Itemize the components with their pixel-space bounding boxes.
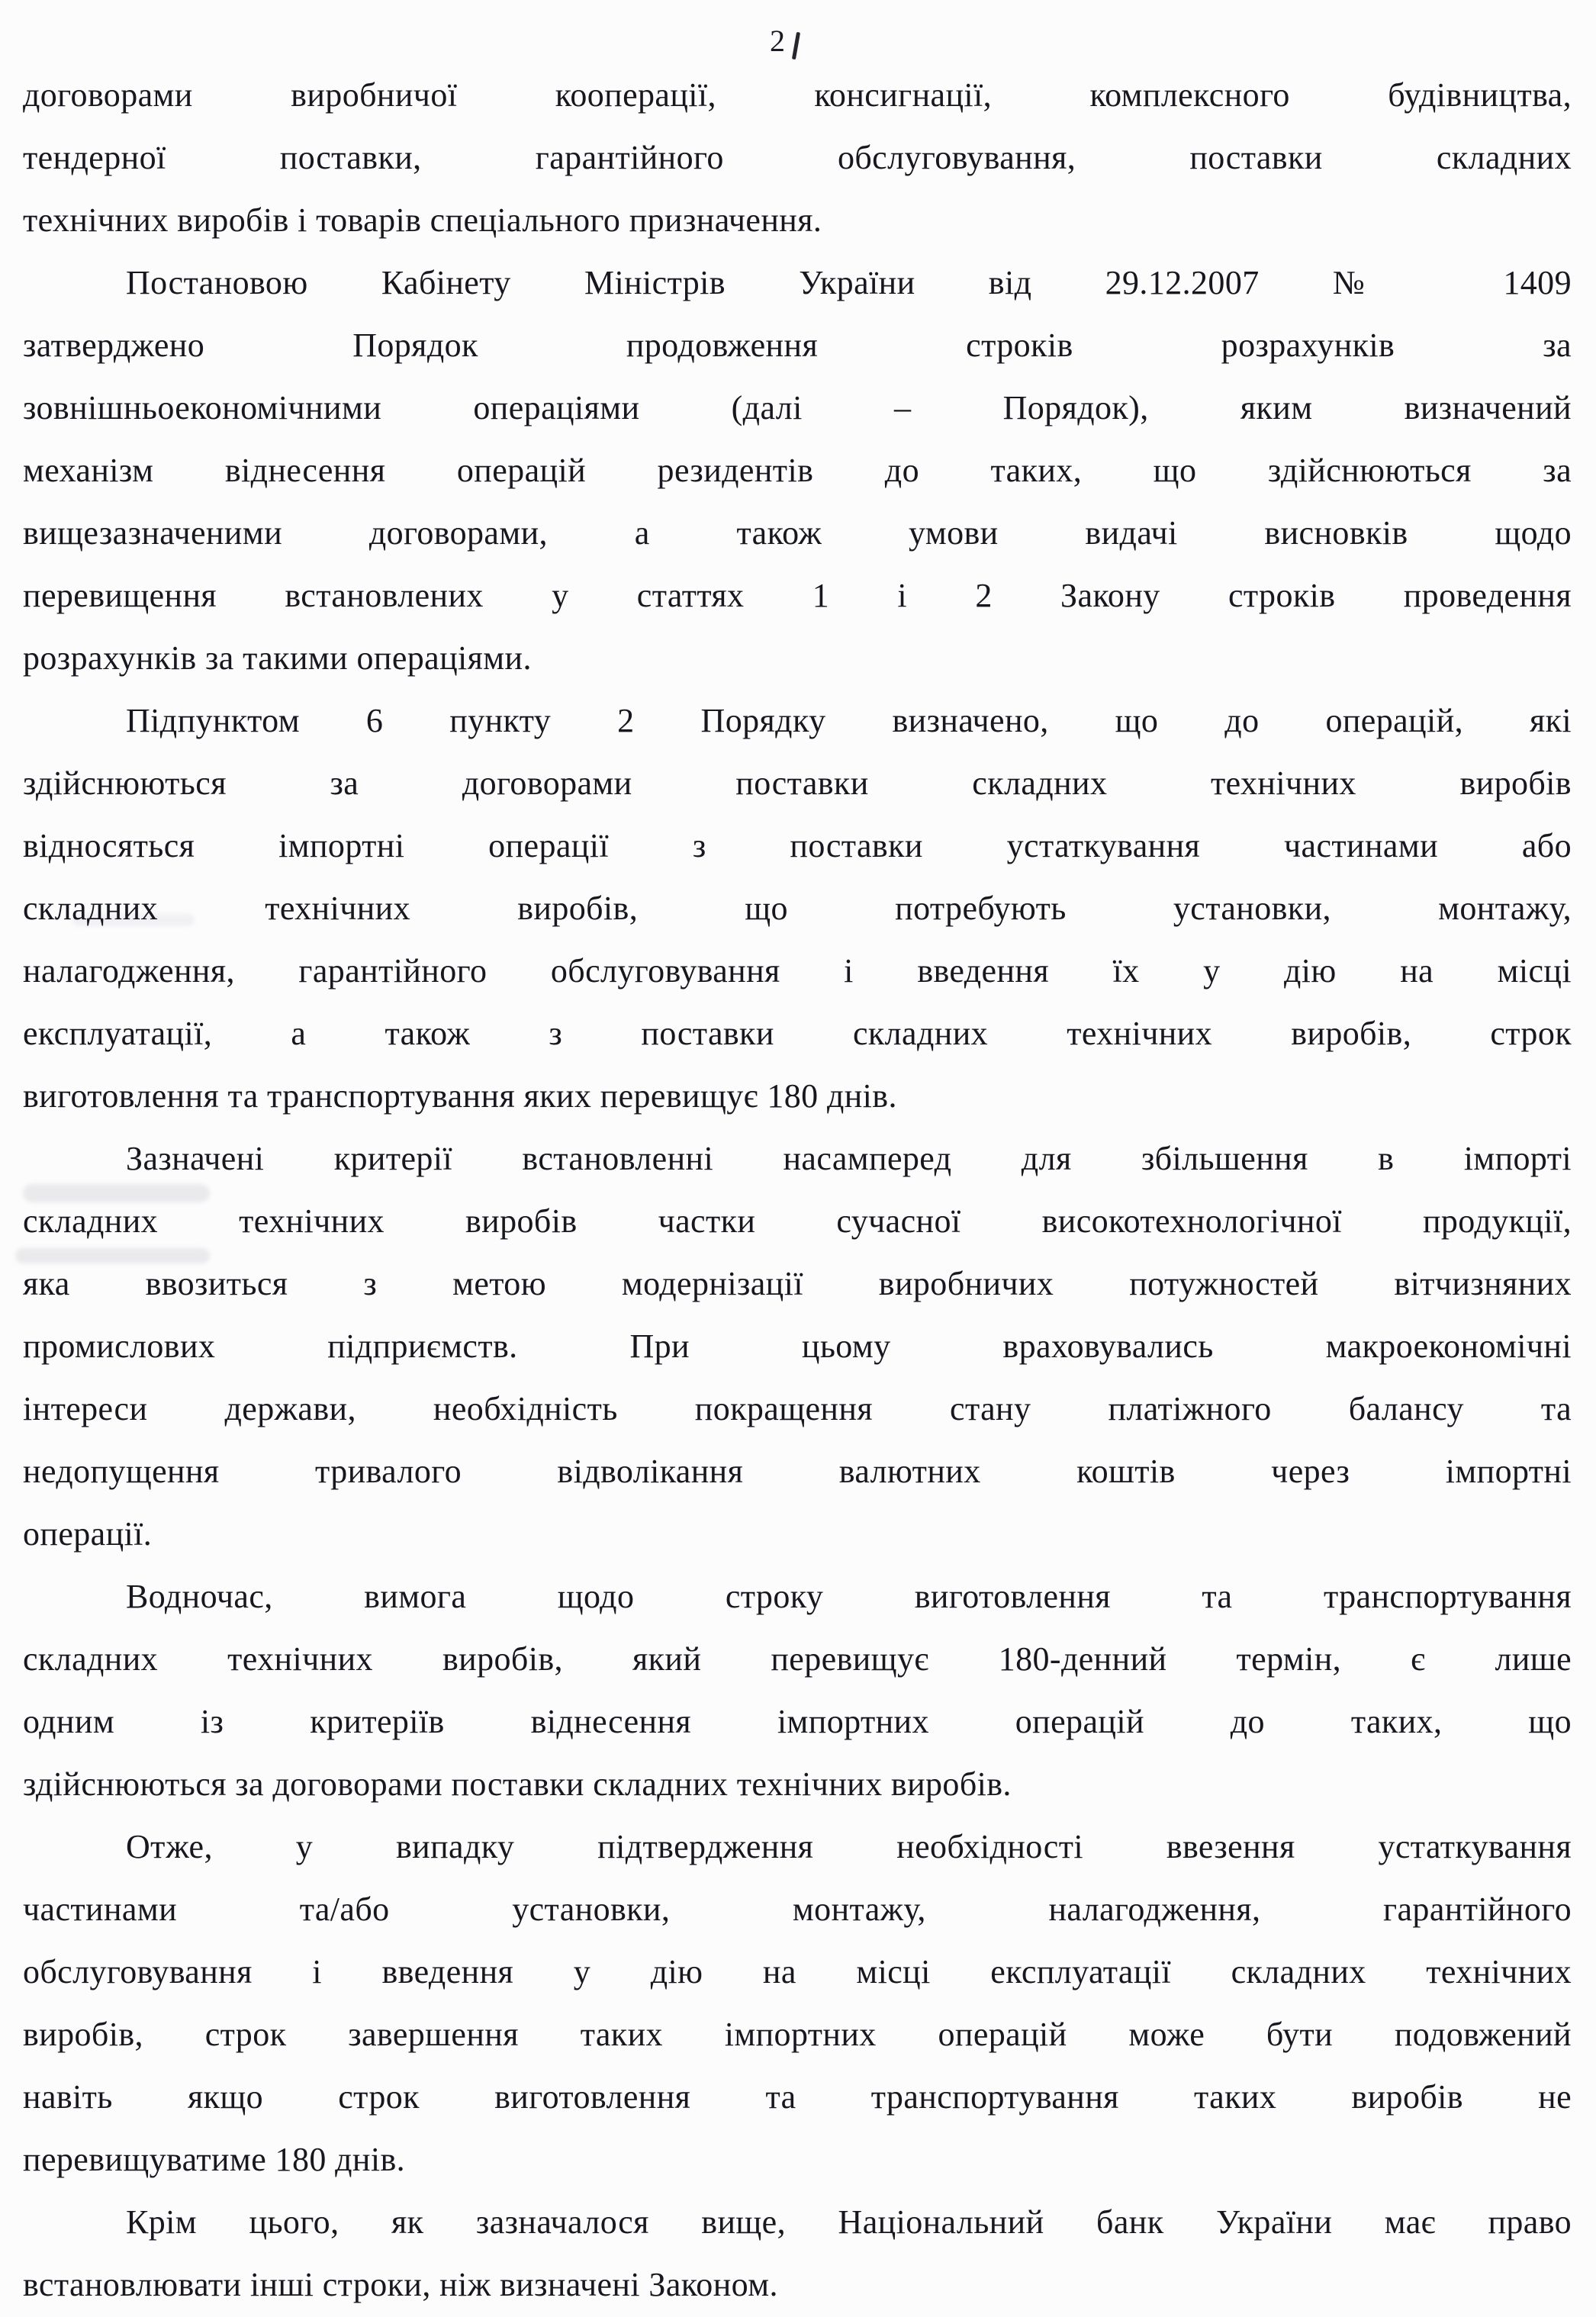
- paragraph-4: [23, 1128, 1572, 1566]
- document-body: [23, 64, 1572, 2316]
- text-line: інтереси держави, необхідність покращення стану платіжного балансу та: [23, 1390, 1572, 1427]
- text-line: виробів, строк завершення таких імпортних операцій може бути подовжений: [23, 2016, 1572, 2053]
- page-number: 2: [770, 24, 785, 58]
- text-line: яка ввозиться з метою модернізації виробничих потужностей вітчизняних: [23, 1265, 1572, 1302]
- paragraph-7: [23, 2191, 1572, 2316]
- text-line: одним із критеріїв віднесення імпортних операцій до таких, що: [23, 1703, 1572, 1740]
- text-line: перевищуватиме 180 днів.: [23, 2141, 406, 2178]
- text-line: недопущення тривалого відволікання валютних коштів через імпортні: [23, 1453, 1572, 1490]
- text-line: Підпунктом 6 пункту 2 Порядку визначено, що до операцій, які: [126, 702, 1572, 739]
- text-line: експлуатації, а також з поставки складних технічних виробів, строк: [23, 1015, 1572, 1052]
- text-line: складних технічних виробів, що потребують установки, монтажу,: [23, 890, 1572, 927]
- paragraph-5: [23, 1566, 1572, 1816]
- text-line: Постановою Кабінету Міністрів України від 29.12.2007 № 1409: [126, 264, 1572, 301]
- text-line: операції.: [23, 1515, 153, 1553]
- text-line: здійснюються за договорами поставки складних технічних виробів: [23, 764, 1572, 802]
- text-line: обслуговування і введення у дію на місці експлуатації складних технічних: [23, 1953, 1572, 1990]
- text-line: договорами виробничої кооперації, консигнації, комплексного будівництва,: [23, 76, 1572, 114]
- text-line: виготовлення та транспортування яких перевищує 180 днів.: [23, 1077, 897, 1115]
- text-line: тендерної поставки, гарантійного обслуговування, поставки складних: [23, 139, 1572, 176]
- paragraph-3: [23, 690, 1572, 1128]
- text-line: вищезазначеними договорами, а також умови видачі висновків щодо: [23, 514, 1572, 552]
- text-line: Отже, у випадку підтвердження необхідності ввезення устаткування: [126, 1828, 1572, 1865]
- text-line: складних технічних виробів частки сучасної високотехнологічної продукції,: [23, 1202, 1572, 1240]
- text-line: зовнішньоекономічними операціями (далі – Порядок), яким визначений: [23, 389, 1572, 426]
- text-line: встановлювати інші строки, ніж визначені Законом.: [23, 2266, 778, 2303]
- text-line: Зазначені критерії встановленні насамперед для збільшення в імпорті: [126, 1140, 1572, 1177]
- text-line: Водночас, вимога щодо строку виготовлення та транспортування: [126, 1578, 1572, 1615]
- text-line: складних технічних виробів, який перевищує 180-денний термін, є лише: [23, 1640, 1572, 1678]
- text-line: затверджено Порядок продовження строків розрахунків за: [23, 327, 1572, 364]
- paragraph-6: [23, 1816, 1572, 2191]
- text-line: частинами та/або установки, монтажу, налагодження, гарантійного: [23, 1891, 1572, 1928]
- text-line: промислових підприємств. При цьому враховувались макроекономічні: [23, 1327, 1572, 1365]
- text-line: розрахунків за такими операціями.: [23, 639, 532, 677]
- text-line: Крім цього, як зазначалося вище, Національний банк України має право: [126, 2203, 1572, 2241]
- text-line: здійснюються за договорами поставки складних технічних виробів.: [23, 1765, 1012, 1803]
- text-line: налагодження, гарантійного обслуговування і введення їх у дію на місці: [23, 952, 1572, 990]
- text-line: відносяться імпортні операції з поставки устаткування частинами або: [23, 827, 1572, 864]
- paragraph-2: [23, 252, 1572, 690]
- text-line: технічних виробів і товарів спеціального призначення.: [23, 201, 822, 239]
- text-line: перевищення встановлених у статтях 1 і 2 Закону строків проведення: [23, 577, 1572, 614]
- text-line: навіть якщо строк виготовлення та транспортування таких виробів не: [23, 2078, 1572, 2116]
- text-line: механізм віднесення операцій резидентів до таких, що здійснюються за: [23, 452, 1572, 489]
- paragraph-1: [23, 64, 1572, 252]
